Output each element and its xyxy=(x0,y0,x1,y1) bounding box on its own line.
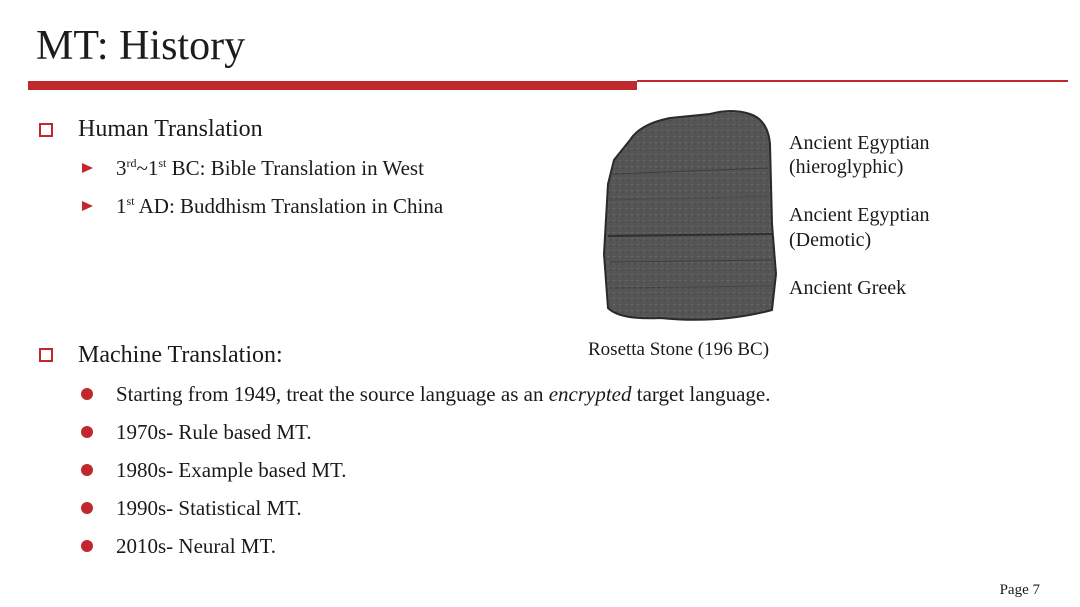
arrow-bullet-icon xyxy=(82,201,93,211)
machine-item-2010s: 2010s- Neural MT. xyxy=(116,534,276,558)
dot-bullet-icon xyxy=(81,540,93,552)
label-hieroglyphic-line1: Ancient Egyptian xyxy=(789,132,930,154)
machine-item-1949: Starting from 1949, treat the source language as an encrypted target language. xyxy=(116,382,771,406)
slide-title: MT: History xyxy=(36,23,246,69)
rosetta-stone-image xyxy=(600,104,780,330)
dot-bullet-icon xyxy=(81,388,93,400)
human-translation-heading: Human Translation xyxy=(78,116,263,142)
square-bullet-icon xyxy=(39,123,53,137)
title-underline-accent xyxy=(28,81,637,90)
label-hieroglyphic-line2: (hieroglyphic) xyxy=(789,156,904,178)
machine-item-1980s: 1980s- Example based MT. xyxy=(116,458,347,482)
human-item-bible: 3rd~1st BC: Bible Translation in West xyxy=(116,156,424,180)
dot-bullet-icon xyxy=(81,426,93,438)
human-item-buddhism: 1st AD: Buddhism Translation in China xyxy=(116,194,444,218)
page-number: Page 7 xyxy=(999,582,1040,598)
dot-bullet-icon xyxy=(81,464,93,476)
rosetta-stone-caption: Rosetta Stone (196 BC) xyxy=(588,339,770,360)
title-underline-thin xyxy=(637,80,1068,82)
square-bullet-icon xyxy=(39,348,53,362)
dot-bullet-icon xyxy=(81,502,93,514)
label-demotic-line1: Ancient Egyptian xyxy=(789,204,930,226)
label-greek: Ancient Greek xyxy=(789,277,907,299)
arrow-bullet-icon xyxy=(82,163,93,173)
machine-item-1990s: 1990s- Statistical MT. xyxy=(116,496,302,520)
machine-translation-heading: Machine Translation: xyxy=(78,342,283,368)
label-demotic-line2: (Demotic) xyxy=(789,229,872,251)
machine-item-1970s: 1970s- Rule based MT. xyxy=(116,420,312,444)
